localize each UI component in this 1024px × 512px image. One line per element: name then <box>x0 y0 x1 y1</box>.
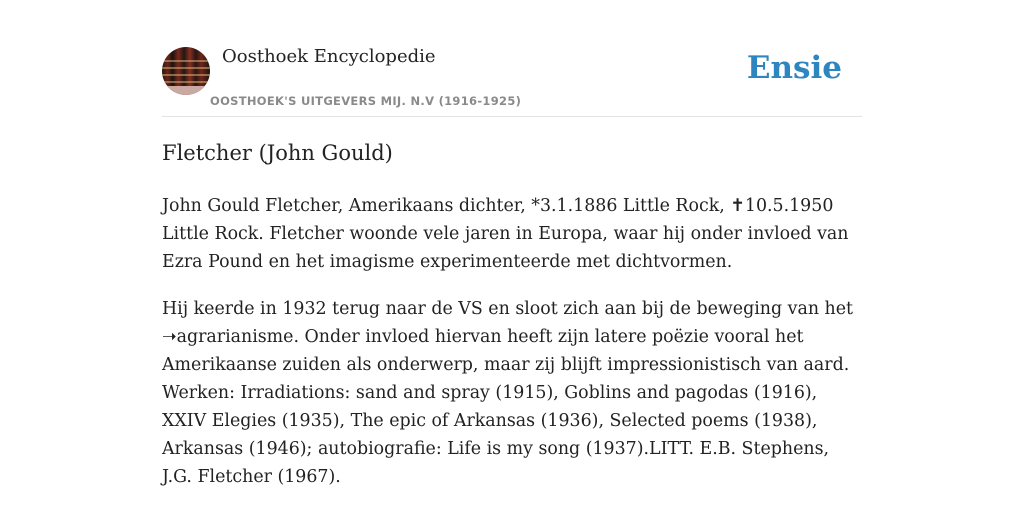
encyclopedia-avatar[interactable] <box>162 47 210 95</box>
site-name-link[interactable]: Oosthoek Encyclopedie <box>222 46 436 67</box>
article-title: Fletcher (John Gould) <box>162 141 393 165</box>
header <box>162 0 862 117</box>
article-body <box>162 192 862 510</box>
publisher-label: OOSTHOEK'S UITGEVERS MIJ. N.V (1916-1925) <box>210 94 522 108</box>
article-paragraph: Hij keerde in 1932 terug naar de VS en sloot zich aan bij de beweging van het ➝agrarianisme. Onder invloed hiervan heeft zijn latere poëzie vooral het Amerikaanse zuiden als onderwerp, maar zij blijft impressionistisch van aard. Werken: Irradiations: sand and spray (1915), Goblins and pagodas (1916), XXIV Elegies (1935), The epic of Arkansas (1936), Selected poems (1938), Arkansas (1946); autobiografie: Life is my song (1937).LITT. E.B. Stephens, J.G. Fletcher (1967). <box>162 299 854 487</box>
article-paragraph: John Gould Fletcher, Amerikaans dichter, *3.1.1886 Little Rock, ✝10.5.1950 Little Rock. Fletcher woonde vele jaren in Europa, waar hij onder invloed van Ezra Pound en het imagisme experimenteerde met dichtvormen. <box>162 196 849 272</box>
ensie-logo[interactable]: Ensie <box>746 50 842 86</box>
book-spines-image <box>162 55 210 85</box>
page-container <box>162 0 862 487</box>
